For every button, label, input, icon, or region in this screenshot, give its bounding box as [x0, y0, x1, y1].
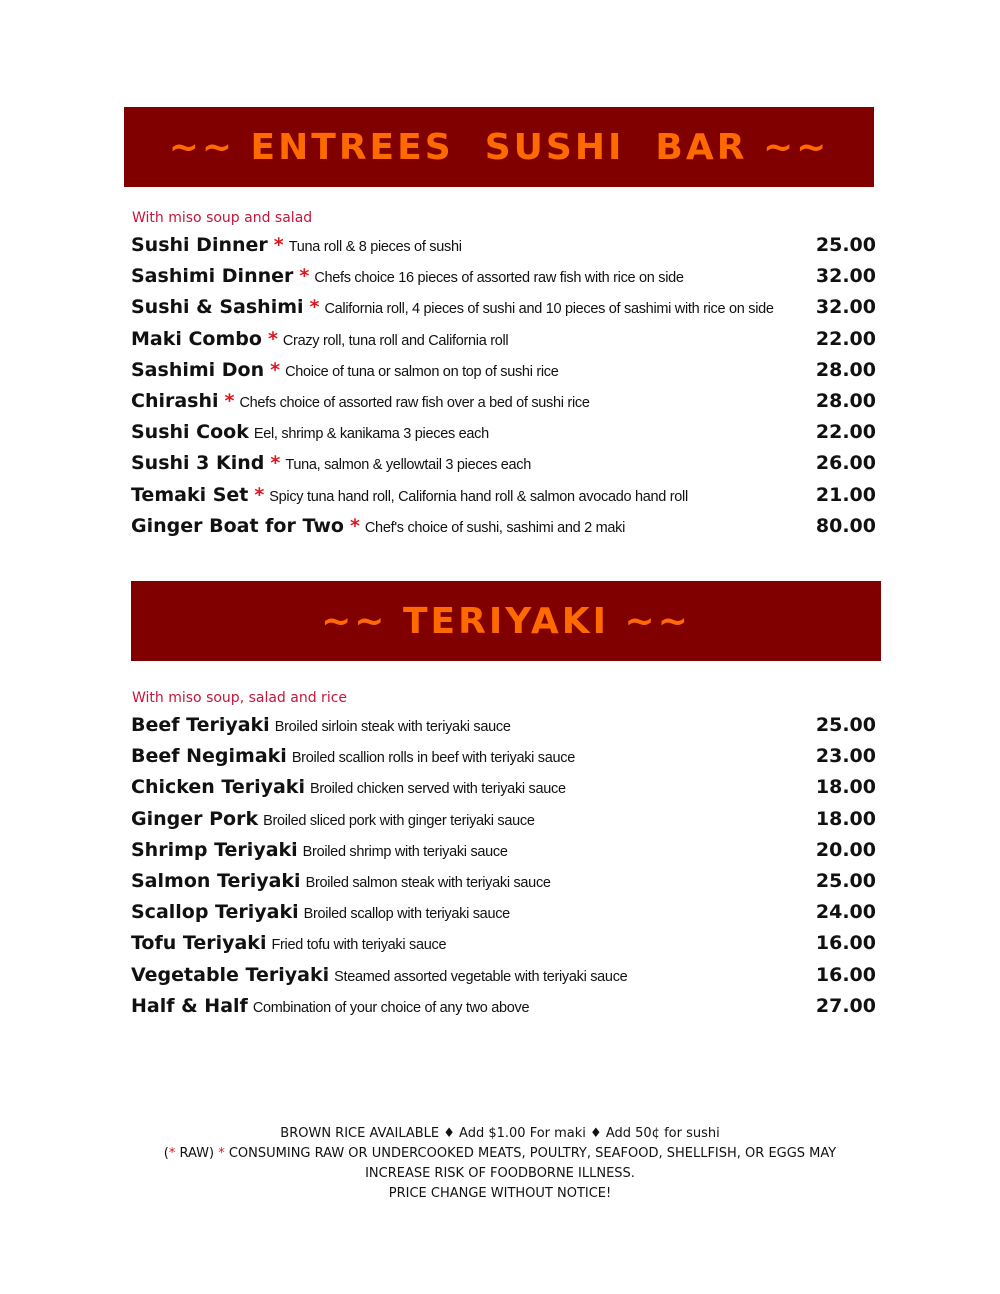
menu-item-description: Steamed assorted vegetable with teriyaki sauce: [334, 968, 628, 985]
raw-star-marker: *: [254, 483, 265, 506]
menu-item-name: Shrimp Teriyaki: [131, 838, 298, 861]
menu-item: [131, 452, 876, 483]
menu-item: [131, 995, 876, 1026]
menu-item: [131, 745, 876, 776]
menu-item-name: Sashimi Dinner: [131, 265, 294, 288]
raw-star-marker: *: [267, 327, 278, 350]
menu-item-price: 32.00: [815, 265, 876, 288]
menu-item-description: Broiled shrimp with teriyaki sauce: [302, 843, 508, 860]
menu-item-price: 18.00: [815, 776, 876, 799]
menu-item-price: 20.00: [815, 838, 876, 861]
raw-star-marker: *: [299, 265, 310, 288]
menu-item-price: 32.00: [815, 296, 876, 319]
section-title: ~~ TERIYAKI ~~: [321, 600, 691, 642]
menu-item-price: 28.00: [815, 358, 876, 381]
menu-item: [131, 484, 876, 515]
menu-item-price: 25.00: [815, 869, 876, 892]
menu-item-description: Fried tofu with teriyaki sauce: [271, 937, 447, 954]
menu-item-description: Choice of tuna or salmon on top of sushi rice: [285, 363, 559, 380]
sushi-bar-menu-list: [131, 234, 876, 546]
menu-item-name: Sashimi Don: [131, 358, 265, 381]
menu-item-description: Chefs choice of assorted raw fish over a bed of sushi rice: [239, 394, 590, 411]
menu-item-name: Tofu Teriyaki: [131, 932, 267, 955]
menu-item: [131, 839, 876, 870]
raw-star-marker: *: [349, 514, 360, 537]
menu-item-name: Sushi Cook: [131, 421, 249, 444]
menu-item-description: Eel, shrimp & kanikama 3 pieces each: [253, 426, 489, 443]
menu-item-description: Broiled chicken served with teriyaki sauce: [309, 781, 566, 798]
menu-item-price: 16.00: [815, 932, 876, 955]
menu-item-name: Sushi 3 Kind: [131, 452, 265, 475]
raw-warning-line: (* RAW) * CONSUMING RAW OR UNDERCOOKED MEATS, POULTRY, SEAFOOD, SHELLFISH, OR EGGS MAY: [163, 1146, 837, 1161]
menu-item-description: Chefs choice 16 pieces of assorted raw fish with rice on side: [314, 270, 684, 287]
menu-item-price: 80.00: [815, 514, 876, 537]
menu-item-name: Sushi & Sashimi: [131, 296, 304, 319]
menu-item-description: Combination of your choice of any two above: [252, 999, 530, 1016]
menu-item-description: Tuna, salmon & yellowtail 3 pieces each: [285, 457, 531, 474]
menu-item-name: Temaki Set: [131, 483, 249, 506]
menu-item: [131, 515, 876, 546]
menu-item-price: 16.00: [815, 963, 876, 986]
menu-item: [131, 964, 876, 995]
menu-item: [131, 776, 876, 807]
menu-item-price: 25.00: [815, 714, 876, 736]
menu-item-description: Broiled sliced pork with ginger teriyaki sauce: [263, 812, 535, 829]
menu-item-description: Spicy tuna hand roll, California hand roll & salmon avocado hand roll: [269, 488, 688, 505]
menu-item-name: Chicken Teriyaki: [131, 776, 305, 799]
menu-item: [131, 390, 876, 421]
menu-item-name: Salmon Teriyaki: [131, 869, 301, 892]
menu-item-price: 22.00: [815, 421, 876, 444]
menu-item: [131, 932, 876, 963]
menu-item-price: 22.00: [815, 327, 876, 350]
section-subtitle: With miso soup and salad: [132, 210, 313, 226]
menu-item: [131, 901, 876, 932]
menu-item-price: 26.00: [815, 452, 876, 475]
menu-item-description: Broiled sirloin steak with teriyaki sauce: [274, 719, 511, 735]
menu-item: [131, 808, 876, 839]
menu-item-name: Half & Half: [131, 994, 248, 1017]
menu-item-price: 21.00: [815, 483, 876, 506]
menu-item-description: Chef's choice of sushi, sashimi and 2 maki: [364, 519, 626, 536]
menu-item: [131, 714, 876, 745]
teriyaki-menu-list: [131, 714, 876, 1026]
menu-footer: [0, 1124, 1000, 1204]
entrees-sushi-bar-banner: [124, 107, 874, 187]
menu-item-price: 24.00: [815, 901, 876, 924]
section-subtitle: With miso soup, salad and rice: [132, 690, 348, 706]
menu-item-name: Beef Teriyaki: [131, 714, 270, 736]
menu-item-name: Sushi Dinner: [131, 234, 268, 256]
menu-item: [131, 421, 876, 452]
teriyaki-banner: [131, 581, 881, 661]
menu-item: [131, 265, 876, 296]
price-change-notice: PRICE CHANGE WITHOUT NOTICE!: [388, 1186, 612, 1201]
menu-item-name: Ginger Boat for Two: [131, 514, 344, 537]
menu-item: [131, 328, 876, 359]
menu-item: [131, 870, 876, 901]
raw-star-marker: *: [224, 389, 235, 412]
menu-item-name: Vegetable Teriyaki: [131, 963, 330, 986]
foodborne-illness-warning: INCREASE RISK OF FOODBORNE ILLNESS.: [365, 1166, 635, 1181]
section-title: ~~ ENTREES SUSHI BAR ~~: [168, 126, 830, 168]
menu-item-description: Broiled salmon steak with teriyaki sauce: [305, 874, 551, 891]
menu-item-name: Chirashi: [131, 389, 219, 412]
menu-item-name: Ginger Pork: [131, 807, 259, 830]
menu-item: [131, 234, 876, 265]
raw-star-marker: *: [270, 452, 281, 475]
raw-star-marker: *: [168, 1146, 176, 1161]
menu-item-price: 27.00: [815, 994, 876, 1017]
menu-item-name: Maki Combo: [131, 327, 262, 350]
raw-star-marker: *: [270, 358, 281, 381]
menu-item-description: Tuna roll & 8 pieces of sushi: [288, 239, 462, 255]
menu-item-description: California roll, 4 pieces of sushi and 10 pieces of sashimi with rice on side: [324, 301, 774, 318]
menu-item-name: Scallop Teriyaki: [131, 901, 299, 924]
menu-item-price: 23.00: [815, 745, 876, 768]
menu-item: [131, 359, 876, 390]
menu-item-description: Crazy roll, tuna roll and California roll: [282, 332, 509, 349]
menu-item: [131, 296, 876, 327]
raw-star-marker: *: [273, 234, 284, 256]
menu-item-price: 25.00: [815, 234, 876, 256]
brown-rice-note: BROWN RICE AVAILABLE ♦ Add $1.00 For maki ♦ Add 50¢ for sushi: [280, 1126, 720, 1141]
menu-item-price: 18.00: [815, 807, 876, 830]
raw-star-marker: *: [309, 296, 320, 319]
raw-star-marker: *: [218, 1146, 225, 1161]
menu-item-price: 28.00: [815, 389, 876, 412]
menu-item-name: Beef Negimaki: [131, 745, 287, 768]
menu-item-description: Broiled scallop with teriyaki sauce: [303, 906, 510, 923]
menu-item-description: Broiled scallion rolls in beef with teriyaki sauce: [291, 750, 576, 767]
